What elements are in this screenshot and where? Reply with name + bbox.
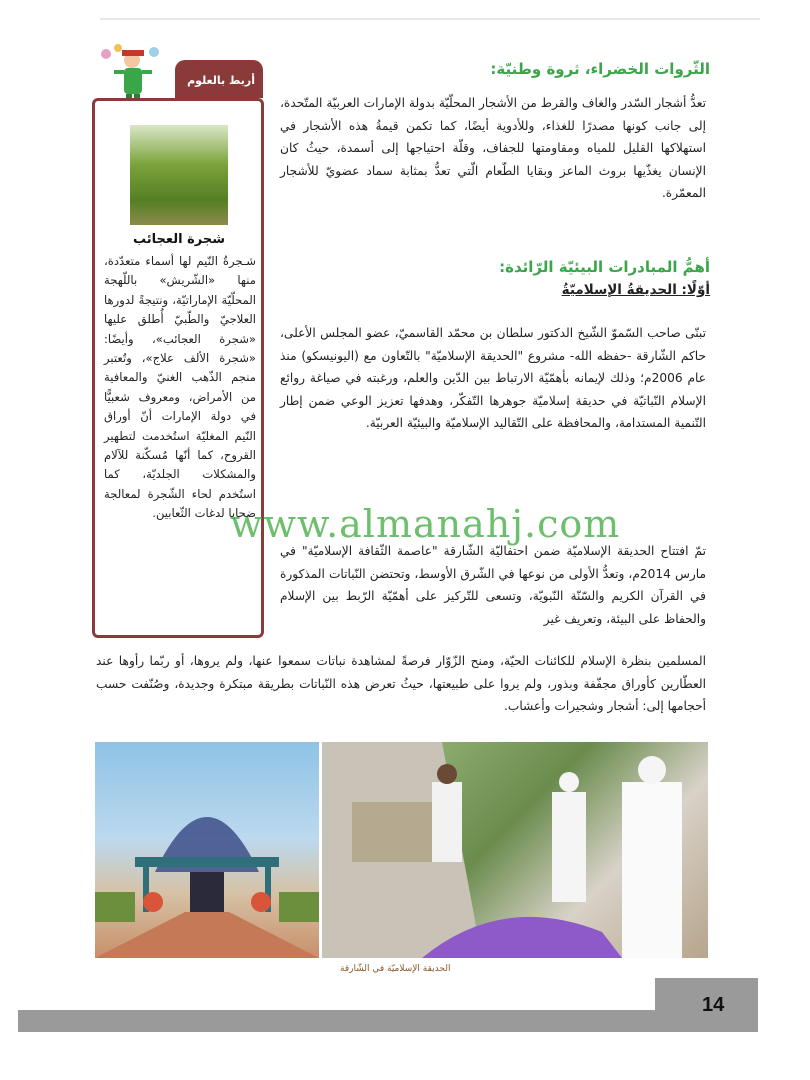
sidebar-title: شجرة العجائب (132, 232, 225, 247)
footer-bar (18, 1010, 718, 1032)
inauguration-photo (322, 742, 708, 958)
sidebar-text: شـجرةُ النّيم لها أسماء متعدّدة، منها «الشّريش» باللّهجة المحلّيّة الإماراتيّة، ونتيجةً لدورها العلاجيّ والطّبيّ أُطلق عليها «شجرة العجائب»، وأيضًا: «شجرة الألف علاج»، وتُعتبر منجم الذّهب الغنيّ والمعافية من الأمراض، ومعروف شعبيًّا في دولة الإمارات أنّ أوراق النّيم المغليّة استُخدمت لتطهير القروح، كما أنّها مُسكّنة للآلام والمشكلات الجلديّة، كما استُخدم لحاء الشّجرة لمعالجة ضحايا لدغات الثّعابين. (104, 254, 256, 521)
section2-paragraph-2: تمّ افتتاح الحديقة الإسلاميّة ضمن احتفاليّة الشّارقة "عاصمة الثّقافة الإسلاميّة" في مارس 2014م، وتعدُّ الأولى من نوعها في الشّرق الأوسط، وتحتضن النّباتات المذكورة في القرآن الكريم والسّنّة النّبويّة، وتسعى للتّركيز على أهمّيّة الرّبط بين الإسلام والحفاظ على البيئة، وتعريف غير (280, 544, 706, 626)
watermark: www.almanahj.com (230, 502, 621, 546)
section2-heading: أهمُّ المبادرات البيئيّة الرّائدة: (499, 258, 710, 276)
garden-entrance-photo (95, 742, 319, 958)
sidebar-tab-label: أربط بالعلوم (187, 74, 255, 87)
section1-heading: الثّروات الخضراء، ثروة وطنيّة: (490, 60, 710, 78)
page-number: 14 (702, 994, 725, 1016)
neem-tree-photo (130, 125, 228, 225)
section2-paragraph-1: تبنّى صاحب السّموّ الشّيخ الدكتور سلطان بن محمّد القاسميّ، عضو المجلس الأعلى، حاكم الشّارقة -حفظه الله- مشروع "الحديقة الإسلاميّة" بالتّعاون مع (اليونيسكو) منذ عام 2006م؛ وذلك لإيمانه بأهمّيّة الارتباط بين الدّين والعلم، ورغبته في صياغة روائع الإسلام النّباتيّة في حديقة إسلاميّة جوهرها التّفكّر، وهدفها تعزيز الوعي ضمن إطار التّنمية المستدامة، والمحافظة على التّقاليد الإسلاميّة والبيئيّة العربيّة. (280, 326, 706, 430)
sidebar-tab (175, 60, 263, 98)
photo-caption: الحديقة الإسلاميّة في الشّارقة (340, 964, 451, 974)
section2-subheading: أوّلًا: الحديقةُ الإسلاميّةُ (561, 282, 710, 298)
section2-paragraph-3: المسلمين بنظرة الإسلام للكائنات الحيّة، ومنح الزّوّار فرصةً لمشاهدة نباتات سمعوا عنها، ولم يروها، أو ربّما رأوها عند العطّارين كأوراق مجفّفة وبذور، ولم يروا على طبيعتها، حيثُ تعرض هذه النّباتات بطريقة مبتكرة وجديدة، وصُنّفت حسب أحجامها إلى: أشجار وشجيرات وأعشاب. (96, 654, 706, 713)
top-divider (100, 18, 760, 20)
section1-paragraph: تعدُّ أشجار السّدر والغاف والقرط من الأشجار المحلّيّة بدولة الإمارات العربيّة المتّحدة، إلى جانب كونها مصدرًا للغذاء، وللأدوية أيضًا، كما تكمن قيمةُ هذه الأشجار في استهلاكها القليل للمياه ومقاومتها للجفاف، وقلّة احتياجها إلى أسمدة، حيثُ كان الإنسان يغذّيها بروث الماعز وبقايا الطّعام الّتي تعدُّ بمثابة سماد عضويّ للأشجار المعمّرة. (280, 96, 706, 200)
